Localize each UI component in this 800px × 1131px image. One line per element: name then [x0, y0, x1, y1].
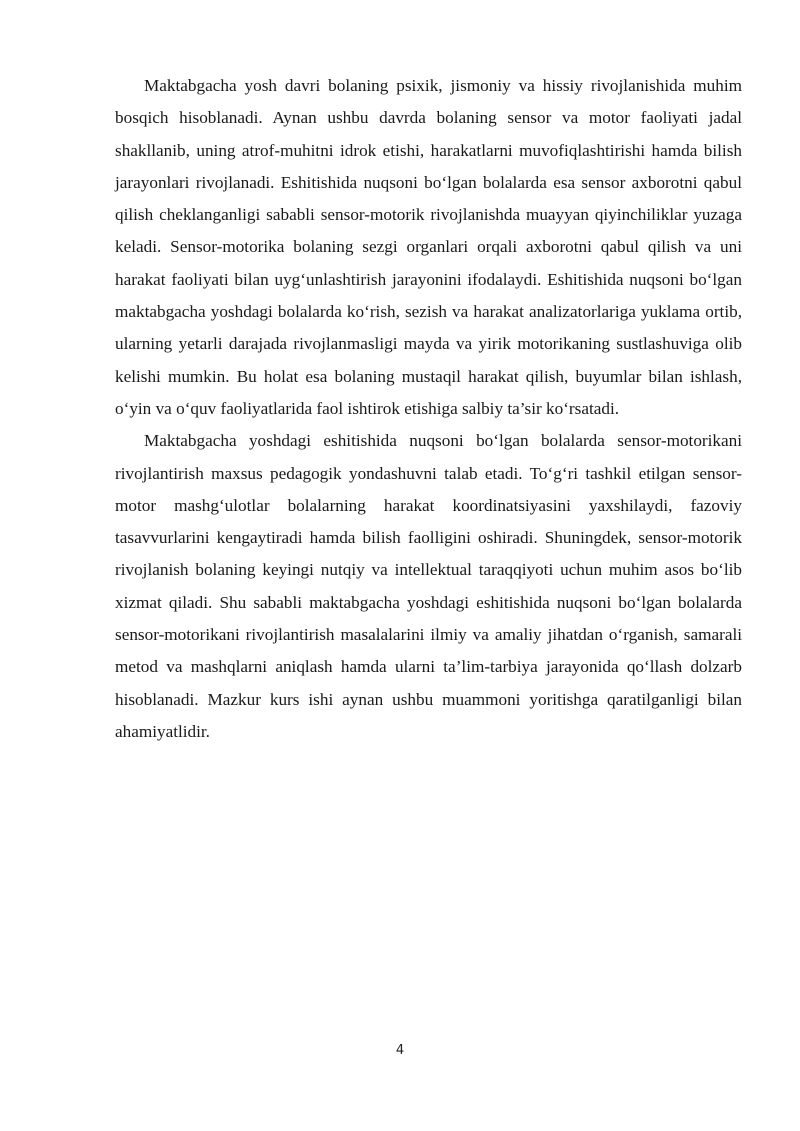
document-body	[115, 70, 742, 748]
paragraph-1: Maktabgacha yosh davri bolaning psixik, jismoniy va hissiy rivojlanishida muhim bosqich hisoblanadi. Aynan ushbu davrda bolaning sensor va motor faoliyati jadal shakllanib, uning atrof-muhitni idrok etishi, harakatlarni muvofiqlashtirishi hamda bilish jarayonlari rivojlanadi. Eshitishida nuqsoni bo‘lgan bolalarda esa sensor axborotni qabul qilish cheklanganligi sababli sensor-motorik rivojlanishda muayyan qiyinchiliklar yuzaga keladi. Sensor-motorika bolaning sezgi organlari orqali axborotni qabul qilish va uni harakat faoliyati bilan uyg‘unlashtirish jarayonini ifodalaydi. Eshitishida nuqsoni bo‘lgan maktabgacha yoshdagi bolalarda ko‘rish, sezish va harakat analizatorlariga yuklama ortib, ularning yetarli darajada rivojlanmasligi mayda va yirik motorikaning sustlashuviga olib kelishi mumkin. Bu holat esa bolaning mustaqil harakat qilish, buyumlar bilan ishlash, o‘yin va o‘quv faoliyatlarida faol ishtirok etishiga salbiy ta’sir ko‘rsatadi.	[115, 76, 742, 418]
paragraph-2: Maktabgacha yoshdagi eshitishida nuqsoni bo‘lgan bolalarda sensor-motorikani rivojlantirish maxsus pedagogik yondashuvni talab etadi. To‘g‘ri tashkil etilgan sensor-motor mashg‘ulotlar bolalarning harakat koordinatsiyasini yaxshilaydi, fazoviy tasavvurlarini kengaytiradi hamda bilish faolligini oshiradi. Shuningdek, sensor-motorik rivojlanish bolaning keyingi nutqiy va intellektual taraqqiyoti uchun muhim asos bo‘lib xizmat qiladi. Shu sababli maktabgacha yoshdagi eshitishida nuqsoni bo‘lgan bolalarda sensor-motorikani rivojlantirish masalalarini ilmiy va amaliy jihatdan o‘rganish, samarali metod va mashqlarni aniqlash hamda ularni ta’lim-tarbiya jarayonida qo‘llash dolzarb hisoblanadi. Mazkur kurs ishi aynan ushbu muammoni yoritishga qaratilganligi bilan ahamiyatlidir.	[115, 431, 742, 741]
page-number: 4	[395, 1043, 405, 1058]
